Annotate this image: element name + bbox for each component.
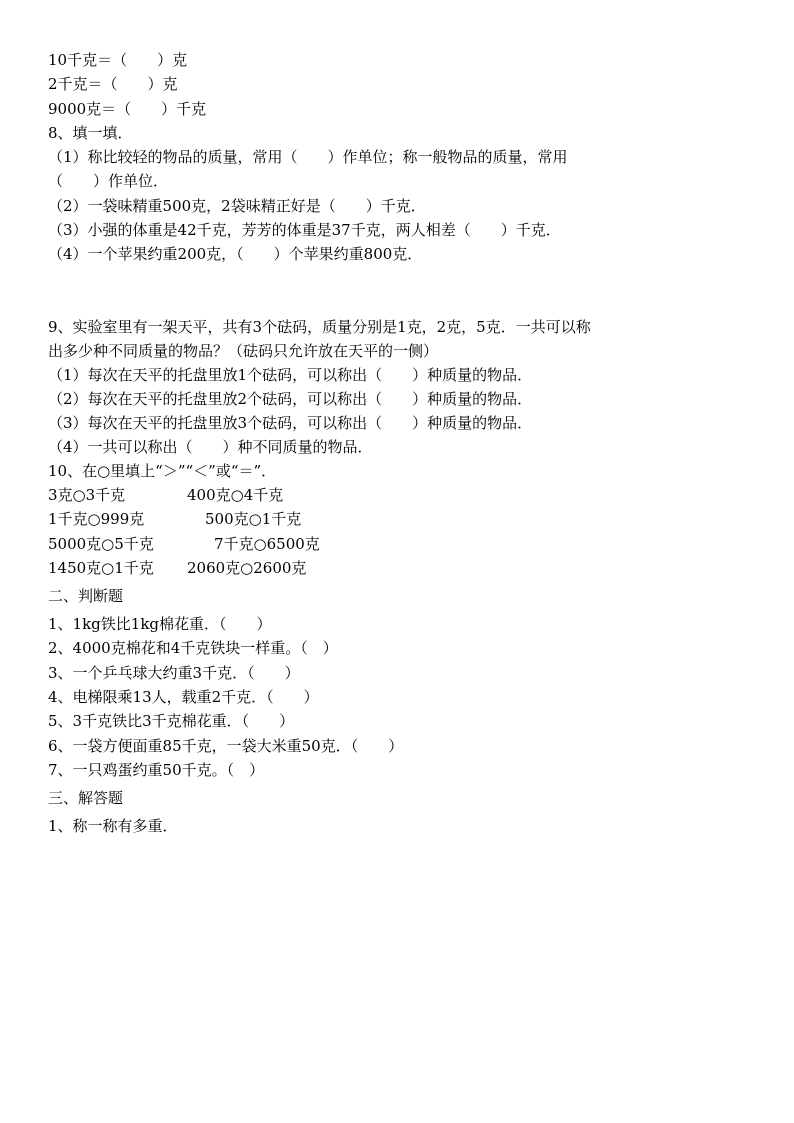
question-8-item-2: （2）一袋味精重500克，2袋味精正好是（ ）千克． [48, 196, 426, 215]
conversion-line-1: 10千克＝（ ）克 [48, 51, 188, 69]
judge-item-1: 1、1kg铁比1kg棉花重．（ ） [48, 615, 272, 634]
compare-row-3 [48, 532, 758, 556]
compare-row-2 [48, 507, 758, 531]
compare-cell: 500克○1千克 [205, 510, 302, 529]
judge-item-6: 6、一袋方便面重85千克，一袋大米重50克．（ ） [48, 736, 404, 755]
question-8-item-3: （3）小强的体重是42千克，芳芳的体重是37千克，两人相差（ ）千克． [48, 221, 561, 240]
question-8-item-4: （4）一个苹果约重200克，（ ）个苹果约重800克． [48, 245, 423, 264]
compare-row-1 [48, 483, 758, 507]
compare-cell: 1450克○1千克 [48, 558, 154, 577]
conversion-line-2: 2千克＝（ ）克 [48, 75, 178, 94]
worksheet-page [48, 48, 758, 839]
question-8-item-1-cont: （ ）作单位． [48, 172, 169, 191]
question-8-item-1: （1）称比较轻的物品的质量，常用（ ）作单位；称一般物品的质量，常用 [48, 148, 568, 167]
judge-item-2: 2、4000克棉花和4千克铁块一样重。（ ） [48, 639, 338, 658]
conversion-lines [48, 48, 758, 267]
section-answer [48, 782, 758, 838]
question-10 [48, 459, 758, 580]
judge-item-5: 5、3千克铁比3千克棉花重．（ ） [48, 712, 295, 731]
judge-item-4: 4、电梯限乘13人，载重2千克．（ ） [48, 688, 319, 707]
spacer [48, 267, 758, 315]
compare-cell: 5000克○5千克 [48, 534, 154, 553]
judge-item-7: 7、一只鸡蛋约重50千克。（ ） [48, 760, 265, 779]
compare-cell: 7千克○6500克 [214, 534, 320, 553]
section-judgement [48, 580, 758, 782]
question-9-item-3: （3）每次在天平的托盘里放3个砝码，可以称出（ ）种质量的物品． [48, 413, 533, 432]
section-3-title: 三、解答题 [48, 789, 124, 808]
compare-row-4 [48, 556, 758, 580]
question-9-item-1: （1）每次在天平的托盘里放1个砝码，可以称出（ ）种质量的物品． [48, 365, 533, 384]
question-8-title: 8、填一填． [48, 123, 133, 142]
section-2-title: 二、判断题 [48, 587, 124, 606]
question-9-item-4: （4）一共可以称出（ ）种不同质量的物品． [48, 437, 373, 456]
compare-cell: 3克○3千克 [48, 485, 126, 504]
question-9-line-2: 出多少种不同质量的物品？（砝码只允许放在天平的一侧） [48, 341, 439, 360]
question-9 [48, 315, 758, 459]
compare-cell: 2060克○2600克 [187, 558, 307, 577]
judge-item-3: 3、一个乒乓球大约重3千克．（ ） [48, 663, 300, 682]
question-10-title: 10、在○里填上“＞”“＜”或“＝”． [48, 461, 277, 480]
answer-item-1: 1、称一称有多重． [48, 817, 178, 836]
conversion-line-3: 9000克＝（ ）千克 [48, 99, 207, 118]
question-9-item-2: （2）每次在天平的托盘里放2个砝码，可以称出（ ）种质量的物品． [48, 389, 533, 408]
question-9-line-1: 9、实验室里有一架天平，共有3个砝码，质量分别是1克，2克，5克．一共可以称 [48, 317, 591, 336]
compare-cell: 400克○4千克 [187, 485, 284, 504]
compare-cell: 1千克○999克 [48, 510, 145, 529]
